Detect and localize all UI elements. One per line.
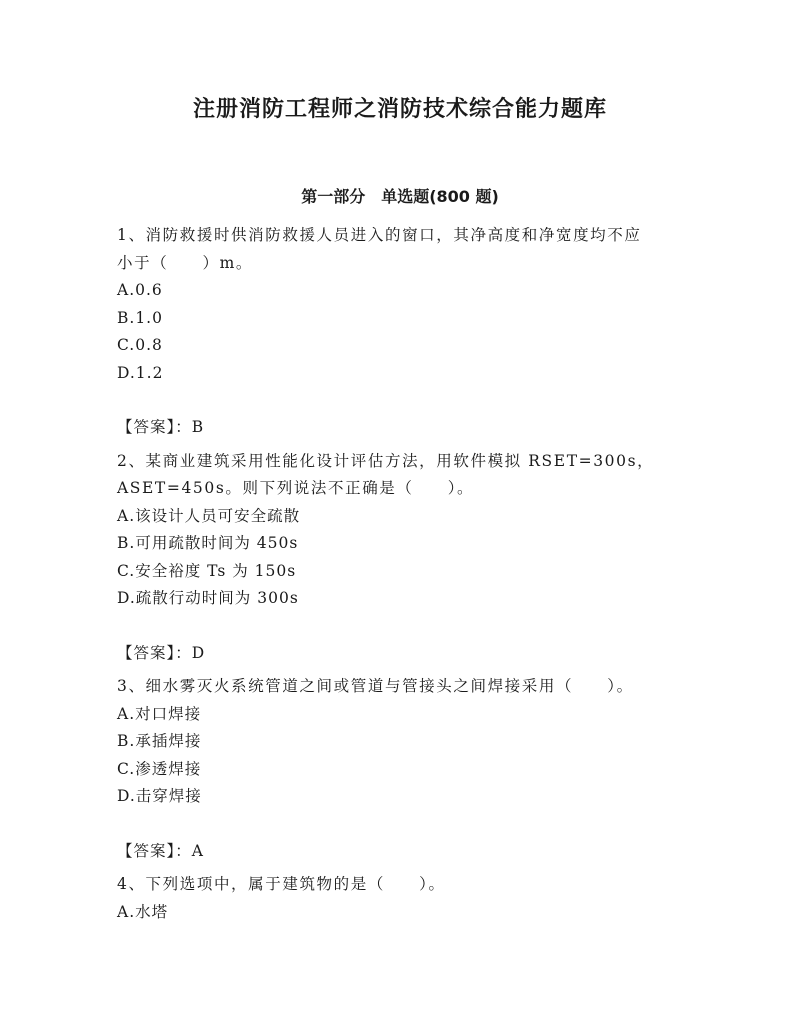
answer-label: 【答案】：A — [117, 841, 204, 860]
document-title: 注册消防工程师之消防技术综合能力题库 — [192, 97, 607, 122]
option-list — [117, 899, 677, 927]
question-stem-line: 1、消防救援时供消防救援人员进入的窗口，其净高度和净宽度均不应 — [117, 226, 642, 244]
question-list — [117, 222, 677, 926]
option-list — [117, 701, 677, 811]
section-title: 第一部分 单选题(800 题) — [301, 187, 499, 206]
question-stem-line: 2、某商业建筑采用性能化设计评估方法，用软件模拟 RSET=300s， — [117, 451, 655, 470]
option-c: C.0.8 — [117, 336, 163, 354]
option-b: B.1.0 — [117, 308, 163, 327]
question-stem-line: ASET=450s。则下列说法不正确是（ ）。 — [117, 479, 475, 497]
question-stem-line: 小于（ ）m。 — [117, 253, 253, 272]
option-d: D.击穿焊接 — [117, 787, 202, 805]
option-b: B.承插焊接 — [117, 732, 202, 750]
option-d: D.疏散行动时间为 300s — [117, 589, 299, 607]
option-a: A.0.6 — [117, 281, 163, 299]
option-b: B.可用疏散时间为 450s — [117, 534, 299, 552]
question-3 — [117, 673, 677, 871]
option-a: A.该设计人员可安全疏散 — [117, 506, 301, 525]
option-d: D.1.2 — [117, 363, 164, 382]
option-a: A.对口焊接 — [117, 704, 202, 723]
question-2 — [117, 448, 677, 674]
option-list — [117, 277, 677, 387]
question-stem-line: 3、细水雾灭火系统管道之间或管道与管接头之间焊接采用（ ）。 — [117, 677, 634, 695]
option-c: C.安全裕度 Ts 为 150s — [117, 561, 297, 580]
option-c: C.渗透焊接 — [117, 759, 202, 778]
question-1 — [117, 222, 677, 448]
answer-label: 【答案】：D — [117, 643, 206, 662]
option-list — [117, 503, 677, 613]
answer-label: 【答案】：B — [117, 418, 205, 436]
option-a: A.水塔 — [117, 902, 169, 921]
question-4 — [117, 871, 677, 926]
question-stem-line: 4、下列选项中，属于建筑物的是（ ）。 — [117, 875, 446, 893]
